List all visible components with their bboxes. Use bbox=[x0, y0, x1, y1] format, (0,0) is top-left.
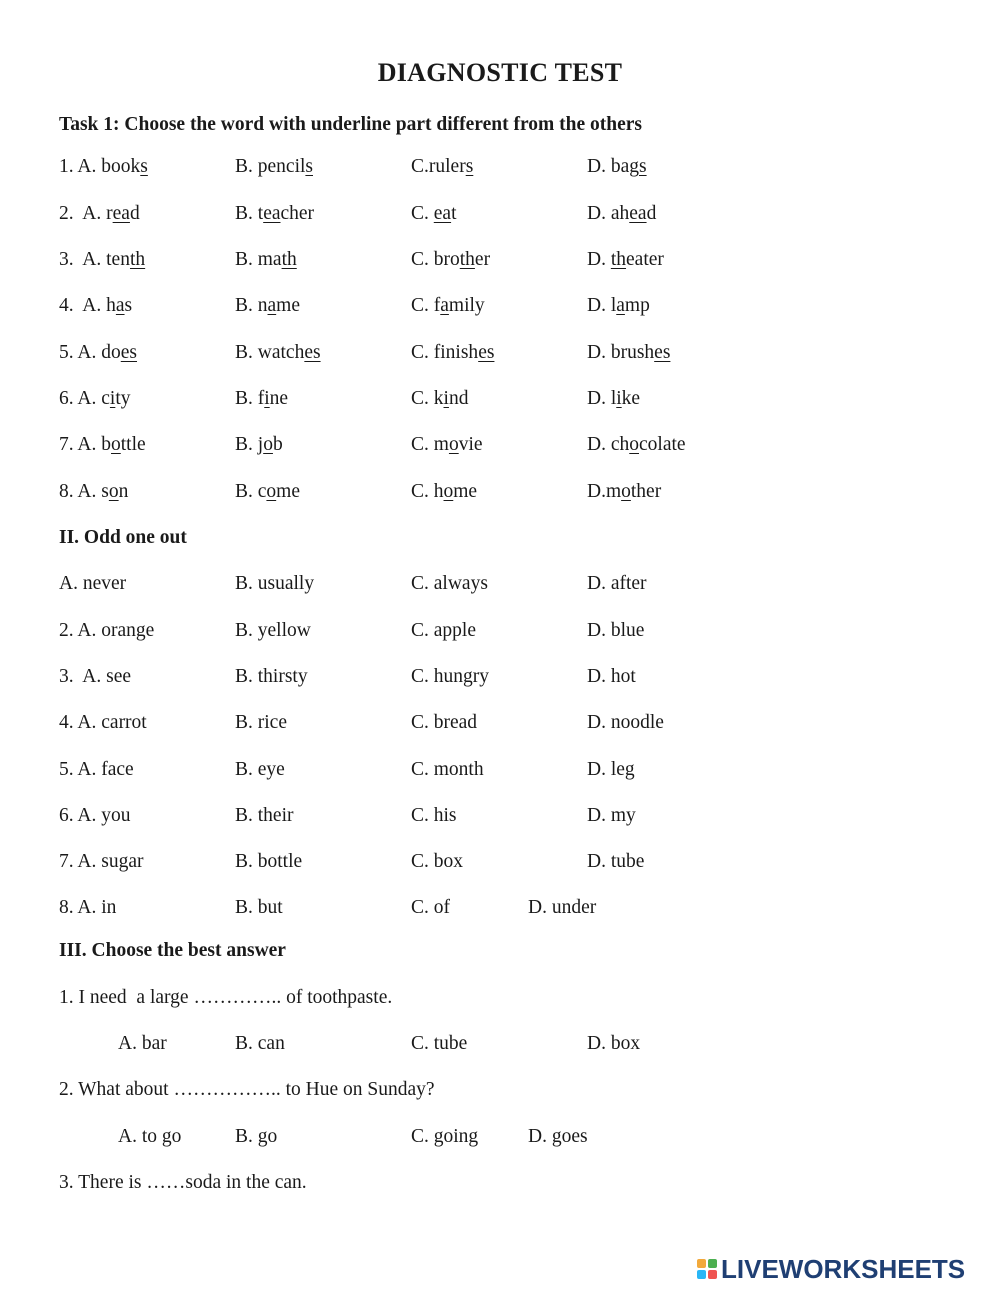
task1-row bbox=[0, 249, 1000, 275]
task1-row bbox=[0, 295, 1000, 321]
word-part: s bbox=[124, 295, 133, 316]
option-d[interactable]: D. under bbox=[528, 897, 597, 918]
task2-heading: II. Odd one out bbox=[59, 527, 187, 548]
underlined-part: o bbox=[111, 434, 121, 455]
underlined-part: i bbox=[443, 388, 449, 409]
word-part: me bbox=[276, 481, 300, 502]
underlined-part: es bbox=[478, 342, 495, 363]
option-b[interactable]: B. rice bbox=[235, 712, 287, 733]
task2-row bbox=[0, 897, 1000, 923]
word-part: C. f bbox=[411, 295, 441, 316]
task2-row bbox=[0, 805, 1000, 831]
underlined-part: th bbox=[281, 249, 297, 270]
option-a[interactable]: 8. A. in bbox=[59, 897, 117, 918]
option-b[interactable]: B. usually bbox=[235, 573, 315, 594]
option-b[interactable] bbox=[235, 481, 300, 503]
underlined-part: es bbox=[120, 342, 138, 363]
option-b[interactable] bbox=[235, 342, 321, 364]
underlined-part: th bbox=[459, 249, 475, 270]
underlined-part: o bbox=[443, 481, 454, 502]
task2-row bbox=[0, 620, 1000, 646]
word-part: 8. A. s bbox=[59, 481, 109, 502]
option-c[interactable] bbox=[411, 342, 494, 364]
task1-row bbox=[0, 388, 1000, 414]
option-d[interactable]: D. after bbox=[587, 573, 647, 594]
option-d[interactable]: D. tube bbox=[587, 851, 645, 872]
word-part: D. bag bbox=[587, 156, 639, 177]
word-part: b bbox=[272, 434, 283, 455]
word-part: B. n bbox=[235, 295, 268, 316]
underlined-part: es bbox=[654, 342, 671, 363]
option-a[interactable]: 5. A. face bbox=[59, 759, 134, 780]
word-part: D. ch bbox=[587, 434, 630, 455]
option-b[interactable]: B. yellow bbox=[235, 620, 311, 641]
option-c[interactable]: C. always bbox=[411, 573, 488, 594]
option-d[interactable] bbox=[587, 295, 650, 317]
underlined-part: o bbox=[629, 434, 639, 455]
option-a[interactable] bbox=[59, 156, 148, 178]
option-c[interactable]: C. tube bbox=[411, 1033, 468, 1054]
option-b[interactable]: B. can bbox=[235, 1033, 285, 1054]
option-b[interactable]: B. eye bbox=[235, 759, 285, 780]
word-part: D. l bbox=[587, 295, 617, 316]
option-a[interactable] bbox=[59, 388, 131, 410]
word-part: er bbox=[474, 249, 491, 270]
task2-row bbox=[0, 851, 1000, 877]
task3-heading: III. Choose the best answer bbox=[59, 940, 286, 961]
task1-row bbox=[0, 342, 1000, 368]
word-part: ty bbox=[115, 388, 131, 409]
question-2-options bbox=[0, 1126, 1000, 1152]
option-d[interactable]: D. box bbox=[587, 1033, 641, 1054]
word-part: C. finish bbox=[411, 342, 479, 363]
word-part: ther bbox=[630, 481, 662, 502]
underlined-part: ea bbox=[263, 203, 281, 224]
option-b[interactable] bbox=[235, 249, 297, 271]
option-b[interactable] bbox=[235, 156, 313, 178]
task2-row bbox=[0, 573, 1000, 599]
word-part: mp bbox=[624, 295, 650, 316]
task1-row bbox=[0, 203, 1000, 229]
option-a[interactable] bbox=[59, 481, 128, 503]
word-part: cher bbox=[280, 203, 315, 224]
option-c[interactable]: C. apple bbox=[411, 620, 476, 641]
task1-row bbox=[0, 156, 1000, 182]
option-a[interactable]: 2. A. orange bbox=[59, 620, 155, 641]
option-d[interactable] bbox=[587, 434, 686, 456]
logo-block bbox=[697, 1259, 706, 1268]
underlined-part: o bbox=[621, 481, 631, 502]
underlined-part: o bbox=[108, 481, 119, 502]
underlined-part: ea bbox=[433, 203, 452, 224]
option-a[interactable] bbox=[59, 342, 137, 364]
task1-row bbox=[0, 481, 1000, 507]
underlined-part: o bbox=[263, 434, 273, 455]
word-part: ttle bbox=[120, 434, 146, 455]
option-c[interactable]: C. bread bbox=[411, 712, 478, 733]
word-part: ke bbox=[621, 388, 641, 409]
underlined-part: s bbox=[140, 156, 148, 177]
question-3: 3. There is ……soda in the can. bbox=[59, 1172, 307, 1193]
logo-block bbox=[708, 1259, 717, 1268]
word-part: B. j bbox=[235, 434, 264, 455]
option-d[interactable] bbox=[587, 156, 647, 178]
task1-heading: Task 1: Choose the word with underline part different from the others bbox=[59, 114, 643, 135]
word-part: 5. A. do bbox=[59, 342, 121, 363]
underlined-part: ea bbox=[629, 203, 647, 224]
underlined-part: th bbox=[129, 249, 146, 270]
word-part: 6. A. c bbox=[59, 388, 110, 409]
option-c[interactable] bbox=[411, 434, 483, 456]
word-part: 3. A. ten bbox=[59, 249, 130, 270]
underlined-part: es bbox=[304, 342, 321, 363]
option-d[interactable] bbox=[587, 481, 661, 503]
option-b[interactable]: B. go bbox=[235, 1126, 278, 1147]
underlined-part: o bbox=[266, 481, 277, 502]
option-b[interactable]: B. thirsty bbox=[235, 666, 308, 687]
option-a[interactable]: A. to go bbox=[118, 1126, 182, 1147]
word-part: d bbox=[129, 203, 140, 224]
underlined-part: s bbox=[305, 156, 313, 177]
word-part: t bbox=[451, 203, 457, 224]
option-c[interactable] bbox=[411, 295, 485, 317]
underlined-part: ea bbox=[112, 203, 130, 224]
option-c[interactable]: C. hungry bbox=[411, 666, 489, 687]
word-part: me bbox=[453, 481, 478, 502]
word-part: me bbox=[276, 295, 300, 316]
option-a[interactable]: 3. A. see bbox=[59, 666, 132, 687]
option-b[interactable] bbox=[235, 203, 314, 225]
option-b[interactable] bbox=[235, 295, 300, 317]
page-title: DIAGNOSTIC TEST bbox=[377, 58, 623, 87]
underlined-part: i bbox=[109, 388, 116, 409]
underlined-part: a bbox=[267, 295, 277, 316]
word-part: ne bbox=[269, 388, 289, 409]
logo-block bbox=[697, 1270, 706, 1279]
word-part: colate bbox=[639, 434, 686, 455]
word-part: 1. A. book bbox=[59, 156, 141, 177]
word-part: 4. A. h bbox=[59, 295, 116, 316]
option-c[interactable] bbox=[411, 388, 468, 410]
word-part: D. ah bbox=[587, 203, 630, 224]
word-part: C. k bbox=[411, 388, 444, 409]
word-part: C.ruler bbox=[411, 156, 466, 177]
option-c[interactable]: C. month bbox=[411, 759, 484, 780]
underlined-part: o bbox=[448, 434, 459, 455]
word-part: C. bbox=[411, 203, 434, 224]
underlined-part: a bbox=[616, 295, 625, 316]
underlined-part: th bbox=[610, 249, 627, 270]
word-part: B. pencil bbox=[235, 156, 306, 177]
option-d[interactable] bbox=[587, 388, 640, 410]
option-a[interactable]: 6. A. you bbox=[59, 805, 131, 826]
option-b[interactable] bbox=[235, 434, 283, 456]
option-b[interactable]: B. but bbox=[235, 897, 283, 918]
word-part: vie bbox=[458, 434, 483, 455]
option-d[interactable] bbox=[587, 249, 664, 271]
underlined-part: s bbox=[639, 156, 647, 177]
word-part: eater bbox=[626, 249, 664, 270]
word-part: 7. A. b bbox=[59, 434, 112, 455]
option-a[interactable]: 4. A. carrot bbox=[59, 712, 147, 733]
option-a[interactable]: A. bar bbox=[118, 1033, 167, 1054]
option-d[interactable]: D. hot bbox=[587, 666, 636, 687]
word-part: D. l bbox=[587, 388, 617, 409]
option-d[interactable] bbox=[587, 203, 656, 225]
option-c[interactable] bbox=[411, 249, 490, 271]
word-part: D.m bbox=[587, 481, 622, 502]
option-c[interactable]: C. of bbox=[411, 897, 450, 918]
logo-text: LIVEWORKSHEETS bbox=[721, 1253, 966, 1284]
underlined-part: i bbox=[616, 388, 622, 409]
option-d[interactable]: D. blue bbox=[587, 620, 645, 641]
option-b[interactable] bbox=[235, 388, 288, 410]
word-part: B. t bbox=[235, 203, 264, 224]
option-c[interactable]: C. his bbox=[411, 805, 457, 826]
task2-row bbox=[0, 759, 1000, 785]
liveworksheets-logo bbox=[697, 1254, 965, 1284]
word-part: D. bbox=[587, 249, 611, 270]
option-c[interactable]: C. box bbox=[411, 851, 464, 872]
word-part: B. watch bbox=[235, 342, 305, 363]
task1-row bbox=[0, 434, 1000, 460]
word-part: D. brush bbox=[587, 342, 655, 363]
word-part: B. c bbox=[235, 481, 267, 502]
option-a[interactable] bbox=[59, 249, 145, 271]
option-a[interactable]: A. never bbox=[59, 573, 127, 594]
word-part: 2. A. r bbox=[59, 203, 113, 224]
option-a[interactable]: 7. A. sugar bbox=[59, 851, 144, 872]
logo-blocks-icon bbox=[697, 1259, 717, 1279]
word-part: B. ma bbox=[235, 249, 282, 270]
option-b[interactable]: B. bottle bbox=[235, 851, 303, 872]
underlined-part: a bbox=[115, 295, 125, 316]
word-part: C. h bbox=[411, 481, 444, 502]
option-d[interactable]: D. noodle bbox=[587, 712, 664, 733]
underlined-part: a bbox=[440, 295, 449, 316]
option-c[interactable] bbox=[411, 481, 477, 503]
word-part: B. f bbox=[235, 388, 265, 409]
option-a[interactable] bbox=[59, 295, 132, 317]
word-part: C. m bbox=[411, 434, 449, 455]
option-d[interactable]: D. my bbox=[587, 805, 636, 826]
option-c[interactable] bbox=[411, 156, 473, 178]
option-c[interactable]: C. going bbox=[411, 1126, 479, 1147]
option-a[interactable] bbox=[59, 434, 146, 456]
task2-row bbox=[0, 666, 1000, 692]
question-1: 1. I need a large ………….. of toothpaste. bbox=[59, 987, 393, 1008]
underlined-part: i bbox=[264, 388, 270, 409]
task2-row bbox=[0, 712, 1000, 738]
word-part: C. bro bbox=[411, 249, 460, 270]
option-d[interactable] bbox=[587, 342, 670, 364]
option-b[interactable]: B. their bbox=[235, 805, 294, 826]
word-part: d bbox=[646, 203, 657, 224]
logo-block bbox=[708, 1270, 717, 1279]
option-c[interactable] bbox=[411, 203, 457, 225]
word-part: n bbox=[118, 481, 129, 502]
question-1-options bbox=[0, 1033, 1000, 1059]
option-a[interactable] bbox=[59, 203, 140, 225]
question-2: 2. What about …………….. to Hue on Sunday? bbox=[59, 1079, 435, 1100]
word-part: mily bbox=[448, 295, 485, 316]
option-d[interactable]: D. leg bbox=[587, 759, 635, 780]
word-part: nd bbox=[448, 388, 469, 409]
option-d[interactable]: D. goes bbox=[528, 1126, 588, 1147]
underlined-part: s bbox=[465, 156, 474, 177]
